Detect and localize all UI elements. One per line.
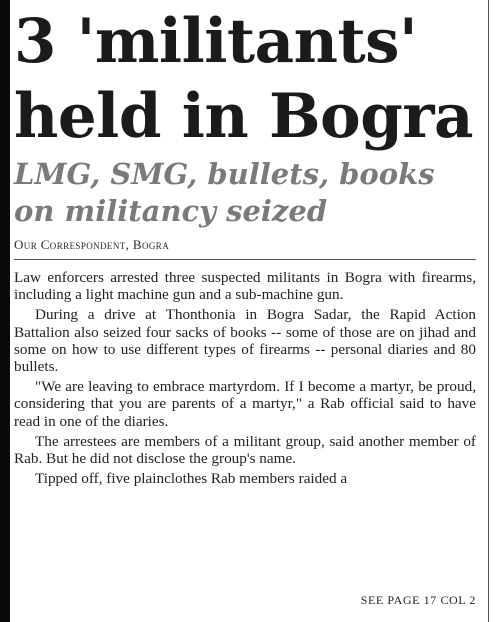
paragraph-4: The arrestees are members of a militant group, said another member of Rab. But he did not disclose the group's name. bbox=[14, 432, 476, 468]
article-body bbox=[14, 269, 476, 487]
left-margin-bar bbox=[0, 0, 10, 622]
news-article bbox=[14, 0, 476, 607]
byline: Our Correspondent, Bogra bbox=[14, 237, 476, 260]
paragraph-5: Tipped off, five plainclothes Rab members raided a bbox=[35, 470, 348, 488]
continuation-note: SEE PAGE 17 COL 2 bbox=[360, 593, 476, 607]
paragraph-1: Law enforcers arrested three suspected militants in Bogra with firearms, including a light machine gun and a sub-machine gun. bbox=[14, 269, 476, 304]
subheadline-line-2: on militancy seized bbox=[14, 194, 328, 228]
column-rule bbox=[488, 0, 489, 622]
headline-line-2: held in Bogra bbox=[14, 81, 474, 152]
paragraph-3: "We are leaving to embrace martyrdom. If I become a martyr, be proud, considering that you are parents of a martyr," a Rab official said to have read in one of the diaries. bbox=[14, 378, 476, 430]
subheadline bbox=[14, 156, 476, 230]
subheadline-line-1: LMG, SMG, bullets, books bbox=[14, 157, 435, 191]
paragraph-2: During a drive at Thonthonia in Bogra Sadar, the Rapid Action Battalion also seized four sacks of books -- some of those are on jihad and some on how to use different types of firearms -- personal diaries and 80 bullets. bbox=[14, 306, 476, 376]
headline bbox=[14, 0, 476, 154]
headline-line-1: 3 'militants' bbox=[14, 6, 418, 77]
